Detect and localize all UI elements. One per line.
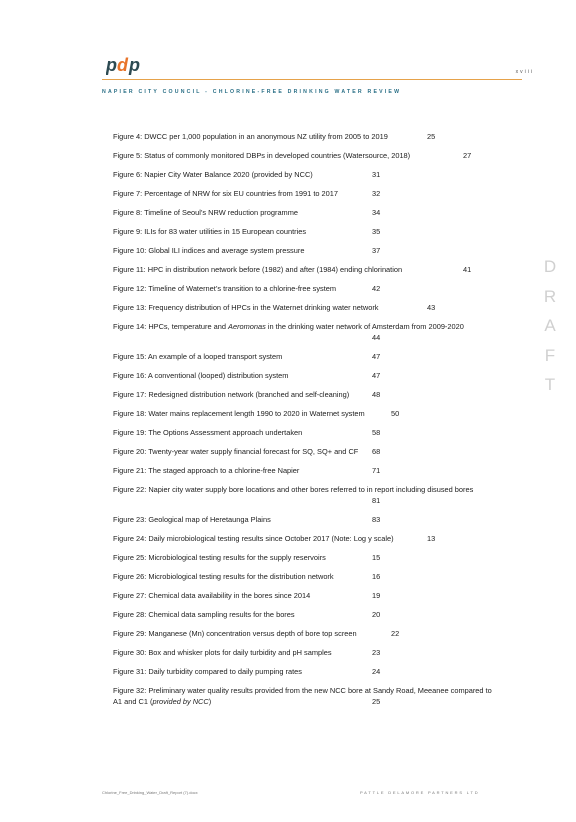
figure-entry[interactable]: [113, 131, 493, 142]
figure-title: Figure 24: Daily microbiological testing results since October 2017 (Note: Log y scale): [113, 534, 394, 543]
figure-entry[interactable]: [113, 351, 493, 362]
figure-title: Figure 23: Geological map of Heretaunga Plains: [113, 515, 271, 524]
figure-entry[interactable]: [113, 685, 493, 718]
figure-page-number: 22: [391, 629, 400, 638]
figure-page-number: 35: [372, 227, 381, 236]
figure-page-number: 47: [372, 371, 381, 380]
figure-title: Figure 12: Timeline of Waternet’s transition to a chlorine-free system: [113, 284, 337, 293]
figure-entry[interactable]: [113, 207, 493, 218]
figure-page-number: 71: [372, 466, 381, 475]
figure-title: Figure 10: Global ILI indices and average system pressure: [113, 246, 305, 255]
figure-entry[interactable]: [113, 552, 493, 563]
figure-entry[interactable]: [113, 264, 493, 275]
figure-page-number: 44: [372, 333, 381, 342]
figure-title: Figure 16: A conventional (looped) distribution system: [113, 371, 289, 380]
figure-title: Figure 20: Twenty-year water supply financial forecast for SQ, SQ+ and CF: [113, 447, 359, 456]
figure-page-number: 41: [463, 265, 472, 274]
figure-page-number: 27: [463, 151, 472, 160]
figure-title: Figure 29: Manganese (Mn) concentration versus depth of bore top screen: [113, 629, 357, 638]
figure-title: Figure 15: An example of a looped transport system: [113, 352, 283, 361]
pdp-logo: [106, 55, 146, 77]
svg-text:d: d: [117, 55, 128, 75]
figure-page-number: 16: [372, 572, 381, 581]
figure-entry[interactable]: [113, 408, 493, 419]
figure-page-number: 83: [372, 515, 381, 524]
figure-entry[interactable]: [113, 628, 493, 639]
figure-page-number: 37: [372, 246, 381, 255]
figure-entry[interactable]: [113, 666, 493, 677]
figure-entry[interactable]: [113, 169, 493, 180]
figure-page-number: 58: [372, 428, 381, 437]
figure-page-number: 15: [372, 553, 381, 562]
figure-entry[interactable]: [113, 283, 493, 294]
figure-title: Figure 25: Microbiological testing results for the supply reservoirs: [113, 553, 326, 562]
header-rule: [102, 79, 522, 80]
figure-title: Figure 28: Chemical data sampling results for the bores: [113, 610, 295, 619]
figure-title: Figure 26: Microbiological testing results for the distribution network: [113, 572, 334, 581]
draft-watermark-letter: F: [544, 345, 556, 365]
figure-entry[interactable]: [113, 465, 493, 476]
figure-title: Figure 27: Chemical data availability in the bores since 2014: [113, 591, 311, 600]
figure-title: Figure 11: HPC in distribution network before (1982) and after (1984) ending chlorination: [113, 265, 403, 274]
svg-text:p: p: [106, 55, 117, 75]
figure-page-number: 47: [372, 352, 381, 361]
figure-entry[interactable]: [113, 150, 493, 161]
figure-entry[interactable]: [113, 533, 493, 544]
figure-page-number: 20: [372, 610, 381, 619]
figure-title: Figure 14: HPCs, temperature and Aeromonas in the drinking water network of Amsterdam from 2009-2020: [113, 322, 464, 331]
figure-page-number: 31: [372, 170, 381, 179]
figure-page-number: 32: [372, 189, 381, 198]
figure-title: Figure 31: Daily turbidity compared to daily pumping rates: [113, 667, 302, 676]
figure-entry[interactable]: [113, 188, 493, 199]
figure-title-italic: provided by NCC: [152, 697, 209, 706]
figure-page-number: 68: [372, 447, 381, 456]
figure-title: Figure 6: Napier City Water Balance 2020 (provided by NCC): [113, 170, 313, 179]
draft-watermark: [543, 252, 557, 400]
svg-text:p: p: [129, 55, 140, 75]
figure-entry[interactable]: [113, 571, 493, 582]
figure-title-italic: Aeromonas: [228, 322, 266, 331]
figure-page-number: 81: [372, 496, 381, 505]
figure-title: Figure 9: ILIs for 83 water utilities in 15 European countries: [113, 227, 307, 236]
figure-page-number: 34: [372, 208, 381, 217]
figure-page-number: 23: [372, 648, 381, 657]
figure-entry[interactable]: [113, 647, 493, 658]
draft-watermark-letter: D: [543, 257, 557, 276]
figure-page-number: 42: [372, 284, 381, 293]
figure-title: Figure 21: The staged approach to a chlorine-free Napier: [113, 466, 300, 475]
figure-entry[interactable]: [113, 590, 493, 601]
figure-title: Figure 18: Water mains replacement length 1990 to 2020 in Waternet system: [113, 409, 365, 418]
figure-entry[interactable]: [113, 321, 493, 343]
figure-title: Figure 22: Napier city water supply bore locations and other bores referred to in report including disused bores: [113, 485, 474, 494]
figure-title: Figure 7: Percentage of NRW for six EU countries from 1991 to 2017: [113, 189, 338, 198]
figure-entry[interactable]: [113, 609, 493, 620]
figure-entry[interactable]: [113, 484, 493, 506]
draft-watermark-letter: A: [544, 316, 556, 335]
figure-page-number: 13: [427, 534, 436, 543]
figure-entry[interactable]: [113, 446, 493, 457]
footer-filename: Chlorine_Free_Drinking_Water_Draft_Report (7).docx: [102, 790, 198, 795]
figure-title: Figure 8: Timeline of Seoul’s NRW reduction programme: [113, 208, 298, 217]
figure-page-number: 19: [372, 591, 381, 600]
figure-page-number: 50: [391, 409, 400, 418]
draft-watermark-letter: R: [543, 286, 557, 306]
figure-title: Figure 5: Status of commonly monitored DBPs in developed countries (Watersource, 2018): [113, 151, 411, 160]
figure-page-number: 24: [372, 667, 381, 676]
document-header-title: NAPIER CITY COUNCIL - CHLORINE-FREE DRINKING WATER REVIEW: [102, 89, 402, 95]
footer-company: PATTLE DELAMORE PARTNERS LTD: [360, 790, 480, 795]
figure-title: Figure 19: The Options Assessment approach undertaken: [113, 428, 303, 437]
figure-page-number: 25: [372, 697, 381, 706]
figure-title: Figure 32: Preliminary water quality results provided from the new NCC bore at Sandy Road, Meeanee compared to A1 and C1 (provided by NCC): [113, 686, 492, 706]
figure-page-number: 48: [372, 390, 381, 399]
figure-entry[interactable]: [113, 245, 493, 256]
figure-title: Figure 13: Frequency distribution of HPCs in the Waternet drinking water network: [113, 303, 379, 312]
figure-entry[interactable]: [113, 226, 493, 237]
list-of-figures: [113, 131, 493, 726]
figure-entry[interactable]: [113, 389, 493, 400]
draft-watermark-letter: T: [544, 375, 556, 394]
figure-title: Figure 17: Redesigned distribution network (branched and self-cleaning): [113, 390, 350, 399]
page-number: xviii: [515, 69, 534, 75]
figure-page-number: 43: [427, 303, 436, 312]
figure-entry[interactable]: [113, 514, 493, 525]
figure-title: Figure 4: DWCC per 1,000 population in an anonymous NZ utility from 2005 to 2019: [113, 132, 388, 141]
figure-entry[interactable]: [113, 302, 493, 313]
figure-page-number: 25: [427, 132, 436, 141]
figure-entry[interactable]: [113, 370, 493, 381]
figure-title: Figure 30: Box and whisker plots for daily turbidity and pH samples: [113, 648, 332, 657]
figure-entry[interactable]: [113, 427, 493, 438]
